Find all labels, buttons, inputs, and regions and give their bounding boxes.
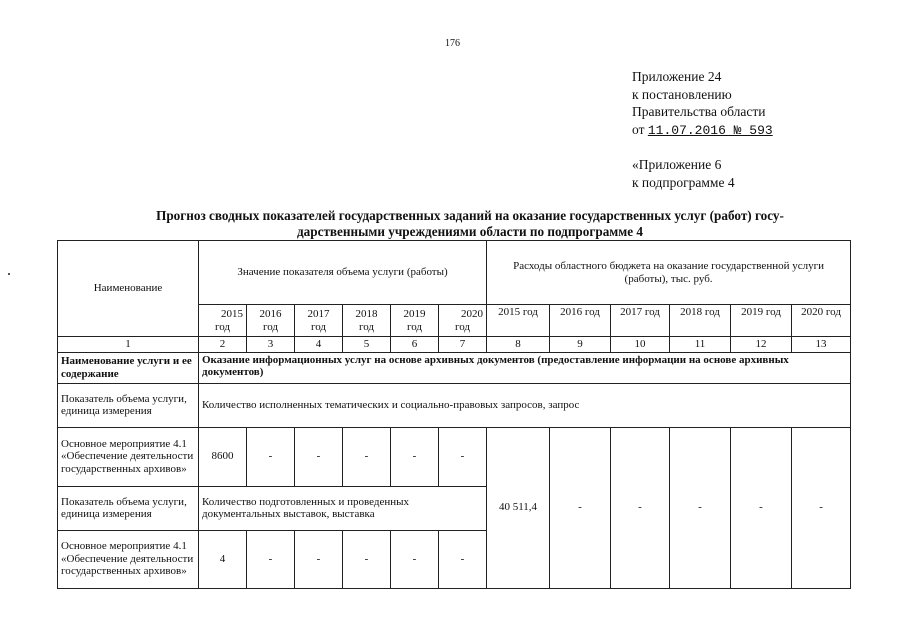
column-number: 3 (247, 337, 295, 353)
header-volume-year: 2019 год (391, 305, 439, 337)
budget-value: - (792, 427, 851, 588)
appendix-line: «Приложение 6 (632, 157, 722, 172)
activity-value: - (295, 530, 343, 588)
header-volume-year: 2016 год (247, 305, 295, 337)
activity-value: - (391, 427, 439, 486)
header-volume-group: Значение показателя объема услуги (работы) (199, 241, 487, 305)
header-budget-year: 2017 год (611, 305, 670, 337)
title-line: Прогноз сводных показателей государственных заданий на оказание государственных услуг (работ) госу- (156, 208, 784, 223)
indicator-value: Количество подготовленных и проведенных документальных выставок, выставка (199, 486, 487, 530)
activity-value: - (439, 427, 487, 486)
column-number: 6 (391, 337, 439, 353)
date-stamp: 11.07.2016 № 593 (647, 122, 773, 138)
column-number: 8 (487, 337, 550, 353)
budget-value: 40 511,4 (487, 427, 550, 588)
activity-label: Основное мероприятие 4.1 «Обеспечение деятельности государственных архивов» (58, 530, 199, 588)
activity-value: - (439, 530, 487, 588)
date-prefix: от (632, 121, 645, 137)
indicator-label: Показатель объема услуги, единица измерения (58, 383, 199, 427)
column-number: 13 (792, 337, 851, 353)
indicators-table (57, 240, 851, 589)
column-number: 5 (343, 337, 391, 353)
activity-value: - (247, 427, 295, 486)
header-volume-year: 2018 год (343, 305, 391, 337)
column-number: 12 (731, 337, 792, 353)
header-budget-year: 2020 год (792, 305, 851, 337)
appendix-line: Правительства области (632, 104, 766, 119)
appendix-line: к подпрограмме 4 (632, 174, 735, 190)
indicator-value: Количество исполненных тематических и социально-правовых запросов, запрос (199, 383, 851, 427)
appendix-line: к постановлению (632, 86, 732, 102)
service-value: Оказание информационных услуг на основе архивных документов (предоставление информации на основе архивных документов) (199, 352, 851, 383)
appendix-date (632, 121, 773, 140)
service-label: Наименование услуги и ее содержание (58, 352, 199, 383)
activity-value: - (247, 530, 295, 588)
activity-value: - (343, 427, 391, 486)
activity-label: Основное мероприятие 4.1 «Обеспечение деятельности государственных архивов» (58, 427, 199, 486)
column-number: 11 (670, 337, 731, 353)
column-number: 2 (199, 337, 247, 353)
header-volume-year: 2020 год (439, 305, 487, 337)
appendix-header (632, 68, 773, 191)
header-name: Наименование (58, 241, 199, 337)
column-number: 10 (611, 337, 670, 353)
header-volume-year: 2017 год (295, 305, 343, 337)
header-budget-group: Расходы областного бюджета на оказание государственной услуги (работы), тыс. руб. (487, 241, 851, 305)
budget-value: - (550, 427, 611, 588)
activity-value: - (295, 427, 343, 486)
budget-value: - (611, 427, 670, 588)
activity-value: - (343, 530, 391, 588)
appendix-line: Приложение 24 (632, 69, 722, 84)
column-number: 9 (550, 337, 611, 353)
header-budget-year: 2016 год (550, 305, 611, 337)
budget-value: - (670, 427, 731, 588)
document-title (95, 208, 845, 240)
activity-value: 8600 (199, 427, 247, 486)
activity-value: - (391, 530, 439, 588)
title-line: дарственными учреждениями области по подпрограмме 4 (297, 224, 643, 239)
column-number: 1 (58, 337, 199, 353)
header-budget-year: 2018 год (670, 305, 731, 337)
page-number: 176 (445, 38, 460, 49)
column-number: 4 (295, 337, 343, 353)
header-budget-year: 2015 год (487, 305, 550, 337)
indicator-label: Показатель объема услуги, единица измерения (58, 486, 199, 530)
column-number: 7 (439, 337, 487, 353)
header-budget-year: 2019 год (731, 305, 792, 337)
scan-artifact (8, 273, 10, 275)
activity-value: 4 (199, 530, 247, 588)
budget-value: - (731, 427, 792, 588)
header-volume-year: 2015 год (199, 305, 247, 337)
